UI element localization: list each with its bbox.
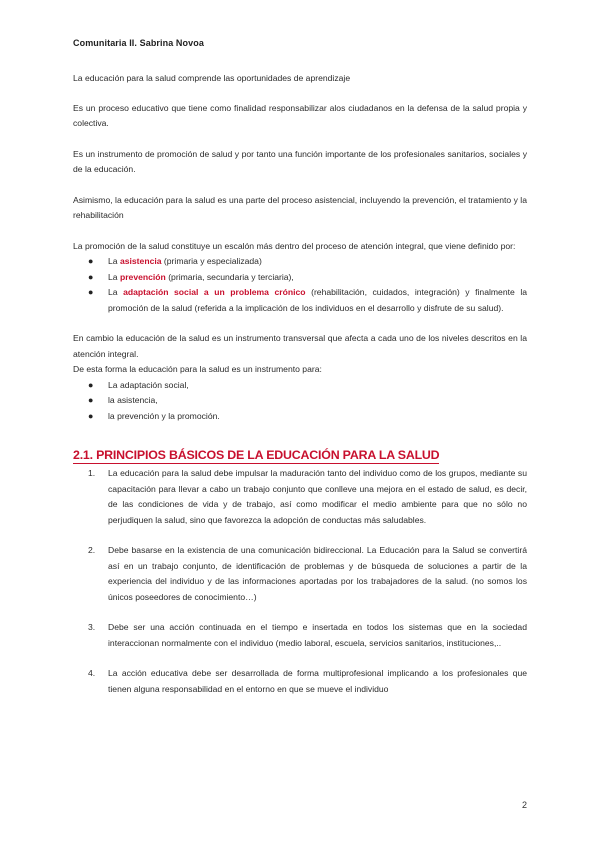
page-number: 2 (521, 800, 527, 810)
highlight-term: adaptación social a un problema crónico (123, 287, 306, 297)
highlight-term: asistencia (119, 256, 162, 266)
page-content (73, 71, 527, 697)
bullet-icon: ● (88, 379, 94, 390)
bullet-icon: ● (88, 410, 94, 421)
list-item: ● la prevención y la promoción. (73, 409, 527, 425)
highlight-term: prevención (119, 271, 166, 282)
list-item: 2. Debe basarse en la existencia de una comunicación bidireccional. La Educación para la Salud se convertirá así en un trabajo conjunto, de identificación de problemas y de búsqueda de soluciones a partir de la experiencia del individuo y de las informaciones aportadas por los trabajadores de la salud. (no somos los únicos poseedores de conocimiento…) (88, 545, 527, 602)
paragraph-asimismo: Asimismo, la educación para la salud es una parte del proceso asistencial, incluyendo la prevención, el tratamiento y la rehabilitación (73, 194, 527, 220)
paragraph-promocion: La promoción de la salud constituye un escalón más dentro del proceso de atención integral, que viene definido por: (73, 240, 516, 251)
principles-list (73, 466, 527, 697)
page-header: Comunitaria II. Sabrina Novoa (73, 38, 204, 48)
list-item: ● La adaptación social, (73, 378, 527, 394)
list-item: ● La asistencia (primaria y especializada) (73, 254, 527, 270)
bullet-icon: ● (88, 271, 94, 282)
list-item: ● la asistencia, (73, 393, 527, 409)
list-item: ● La prevención (primaria, secundaria y terciaria), (73, 270, 527, 286)
list-item: 1. La educación para la salud debe impulsar la maduración tanto del individuo como de los grupos, mediante su capacitación para llevar a cabo un trabajo conjunto que conlleve una mejora en el estado de salud, es decir, de las condiciones de vida y de trabajo, así como modificar el medio ambiente para que no sólo no perjudiquen la salud, sino que favorezca la adopción de conductas más saludables. (88, 468, 527, 525)
bullet-icon: ● (88, 287, 94, 297)
list-item: ● La adaptación social a un problema crónico (rehabilitación, cuidados, integración) y finalmente la promoción de la salud (referida a la implicación de los individuos en el desarrollo y disfrute de su salud). (88, 287, 528, 313)
list-item: 4. La acción educativa debe ser desarrollada de forma multiprofesional implicando a los profesionales que tienen alguna responsabilidad en el entorno en que se mueve el individuo (88, 668, 527, 694)
section-heading: 2.1. PRINCIPIOS BÁSICOS DE LA EDUCACIÓN PARA LA SALUD (73, 448, 440, 462)
bullet-icon: ● (88, 256, 94, 266)
paragraph-intro: La educación para la salud comprende las oportunidades de aprendizaje (73, 73, 351, 83)
list-item: 3. Debe ser una acción continuada en el tiempo e insertada en todos los sistemas que en la sociedad interaccionan normalmente con el individuo (medio laboral, escuela, servicios sanitarios, instituciones,.. (88, 622, 527, 648)
paragraph-forma: De esta forma la educación para la salud es un instrumento para: (73, 364, 322, 374)
paragraph-instrument: Es un instrumento de promoción de salud y por tanto una función importante de los profesionales sanitarios, sociales y de la educación. (73, 148, 527, 174)
instrument-list (73, 378, 527, 425)
paragraph-transversal: En cambio la educación de la salud es un instrumento transversal que afecta a cada uno de los niveles descritos en la atención integral. (73, 333, 527, 359)
paragraph-process: Es un proceso educativo que tiene como finalidad responsabilizar alos ciudadanos en la defensa de la salud propia y colectiva. (73, 102, 527, 128)
attention-levels-list (73, 254, 527, 316)
bullet-icon: ● (88, 395, 94, 405)
